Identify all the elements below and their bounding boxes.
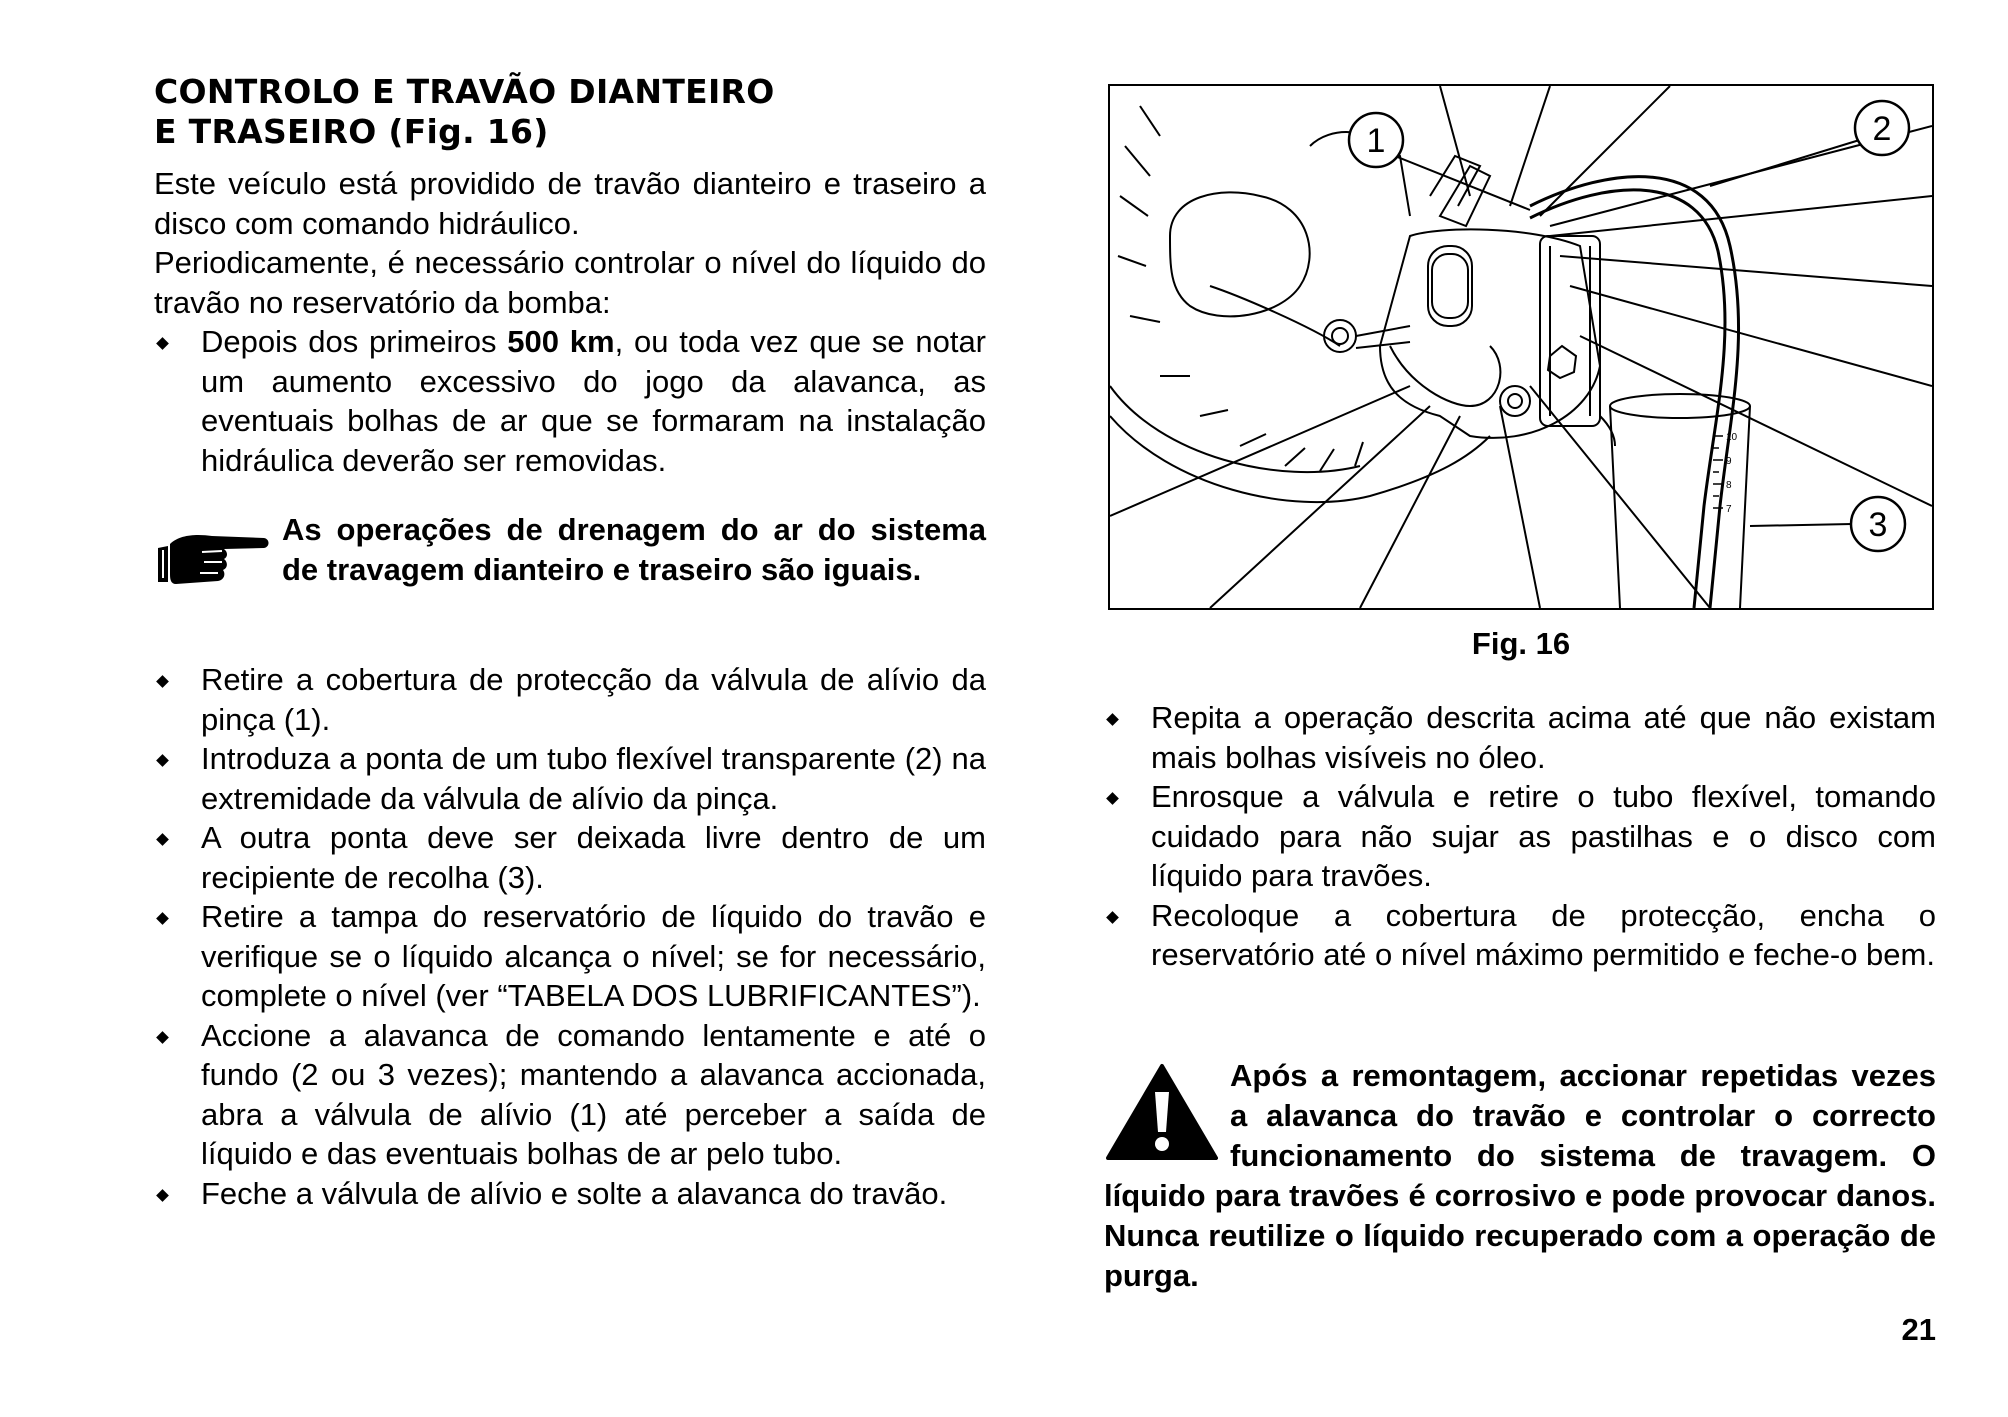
step-text: Introduza a ponta de um tubo flexível transparente (2) na extremidade da válvula de alívio da pinça. [201,741,986,816]
step-text: Accione a alavanca de comando lentamente e até o fundo (2 ou 3 vezes); mantendo a alavanca accionada, abra a válvula de alívio (1) até perceber a saída de líquido e das eventuais bolhas de ar pelo tubo. [201,1017,986,1171]
intro-paragraph-1: Este veículo está providido de travão dianteiro e traseiro a disco com comando hidráulico. [154,166,986,241]
step-text: Enrosque a válvula e retire o tubo flexível, tomando cuidado para não sujar as pastilhas e o disco com líquido para travões. [1151,779,1936,893]
figure-caption: Fig. 16 [1471,626,1571,661]
scale-label: 10 [1726,432,1738,443]
step-text: Retire a cobertura de protecção da válvula de alívio da pinça (1). [201,662,986,737]
section-heading [154,72,986,152]
list-item [1104,896,1936,975]
step-text: Recoloque a cobertura de protecção, encha o reservatório até o nível máximo permitido e feche-o bem. [1151,897,1936,972]
list-item [154,1016,986,1174]
callout-1-label: 1 [1366,122,1386,160]
scale-label: 9 [1726,456,1732,467]
list-item [154,739,986,818]
diamond-bullet-icon [156,1031,169,1044]
step-text: Retire a tampa do reservatório de líquido do travão e verifique se o líquido alcança o nível; se for necessário, complete o nível (ver “TABELA DOS LUBRIFICANTES”). [201,899,986,1013]
intro-bullet-list [154,322,986,480]
diamond-bullet-icon [156,912,169,925]
step-text: A outra ponta deve ser deixada livre dentro de um recipiente de recolha (3). [201,820,986,895]
heading-line-2: E TRASEIRO (Fig. 16) [154,112,549,151]
diamond-bullet-icon [1106,911,1119,924]
step-text: Feche a válvula de alívio e solte a alavanca do travão. [201,1175,948,1211]
callout-2-label: 2 [1872,110,1892,148]
diamond-bullet-icon [1106,713,1119,726]
list-item [154,897,986,1016]
pointing-hand-icon [154,522,270,596]
note-box [154,510,986,630]
callout-3-label: 3 [1868,506,1888,544]
diamond-bullet-icon [156,1189,169,1202]
bullet-text-pre: Depois dos primeiros [201,324,508,359]
list-item [1104,777,1936,896]
warning-text: Após a remontagem, accionar repetidas vezes a alavanca do travão e controlar o correcto funcionamento do sistema de travagem. O líquido para travões é corrosivo e pode provocar danos. Nunca reutilize o líquido recuperado com a operação de purga. [1104,1058,1936,1293]
scale-label: 7 [1726,504,1732,515]
list-item [1104,698,1936,777]
diamond-bullet-icon [156,337,169,350]
warning-box [1104,1056,1936,1296]
list-item [154,660,986,739]
diamond-bullet-icon [156,754,169,767]
page-number: 21 [1901,1312,1936,1347]
procedure-steps [154,660,986,1213]
note-text: As operações de drenagem do ar do sistema de travagem dianteiro e traseiro são iguais. [282,512,986,587]
heading-line-1: CONTROLO E TRAVÃO DIANTEIRO [154,72,775,111]
list-item [154,322,986,480]
warning-triangle-icon [1106,1062,1218,1162]
list-item [154,1174,986,1214]
list-item [154,818,986,897]
bullet-text-bold: 500 km [507,324,615,359]
brake-caliper-illustration [1110,86,1932,608]
diamond-bullet-icon [156,675,169,688]
bullet-text-post: , ou toda vez que se notar um aumento excessivo do jogo da alavanca, as eventuais bolhas de ar que se formaram na instalação hidráulica deverão ser removidas. [201,324,987,478]
left-column [154,72,986,1213]
step-text: Repita a operação descrita acima até que não existam mais bolhas visíveis no óleo. [1151,700,1936,775]
scale-label: 8 [1726,480,1732,491]
figure-16 [1108,84,1934,610]
right-procedure-steps [1104,698,1936,975]
intro-paragraph-2: Periodicamente, é necessário controlar o nível do líquido do travão no reservatório da bomba: [154,245,986,320]
diamond-bullet-icon [1106,792,1119,805]
diamond-bullet-icon [156,833,169,846]
